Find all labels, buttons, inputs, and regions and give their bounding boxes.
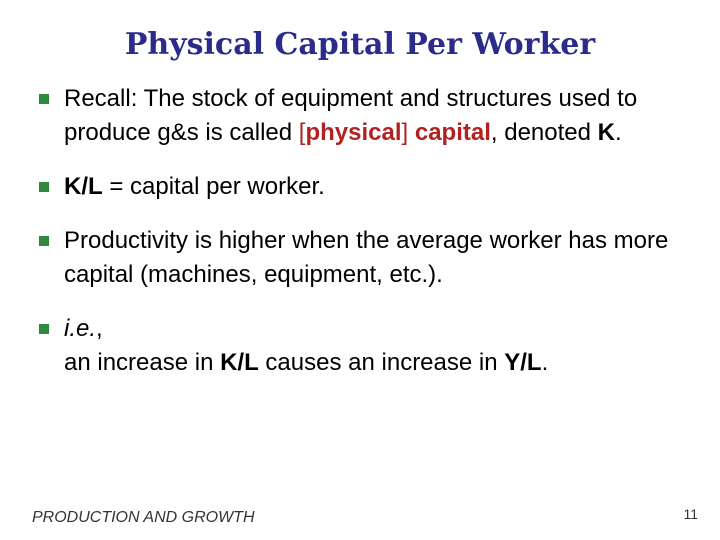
text-run-emphasis: Y/L — [504, 349, 542, 376]
bullet-text — [64, 82, 696, 150]
text-run-italic: i.e. — [64, 315, 97, 342]
text-run: , — [96, 315, 103, 342]
text-run-emphasis: K/L — [220, 349, 259, 376]
bullet-text — [64, 312, 696, 380]
bullet-text — [64, 224, 696, 292]
slide-title: Physical Capital Per Worker — [124, 27, 596, 62]
square-bullet-icon — [39, 236, 49, 246]
page-number: 11 — [683, 506, 698, 522]
bullet-list — [36, 82, 696, 400]
square-bullet-icon — [39, 324, 49, 334]
text-run: Recall: The stock of equipment and structures used to produce g&s is called — [64, 85, 638, 146]
bullet-kl-definition — [36, 170, 696, 204]
text-run: = capital per worker. — [102, 173, 325, 200]
text-run-emphasis: K/L — [64, 173, 103, 200]
text-run-emphasis: physical — [305, 119, 402, 146]
text-run: , denoted — [490, 119, 598, 146]
text-run: . — [615, 119, 622, 146]
footer-section-title: PRODUCTION AND GROWTH — [32, 509, 255, 526]
text-run-emphasis: capital — [414, 119, 491, 146]
text-run: an increase in — [64, 349, 221, 376]
square-bullet-icon — [39, 94, 49, 104]
text-run: . — [541, 349, 549, 376]
text-run: causes an increase in — [258, 349, 505, 376]
text-run-emphasis: K — [597, 119, 615, 146]
text-run: ] — [401, 119, 415, 146]
bullet-productivity — [36, 224, 696, 292]
square-bullet-icon — [39, 182, 49, 192]
bullet-recall — [36, 82, 696, 150]
bullet-text — [64, 170, 696, 204]
bullet-ie — [36, 312, 696, 380]
text-run: Productivity is higher when the average worker has more capital (machines, equipment, etc.). — [64, 227, 669, 288]
text-run: [ — [298, 119, 306, 146]
